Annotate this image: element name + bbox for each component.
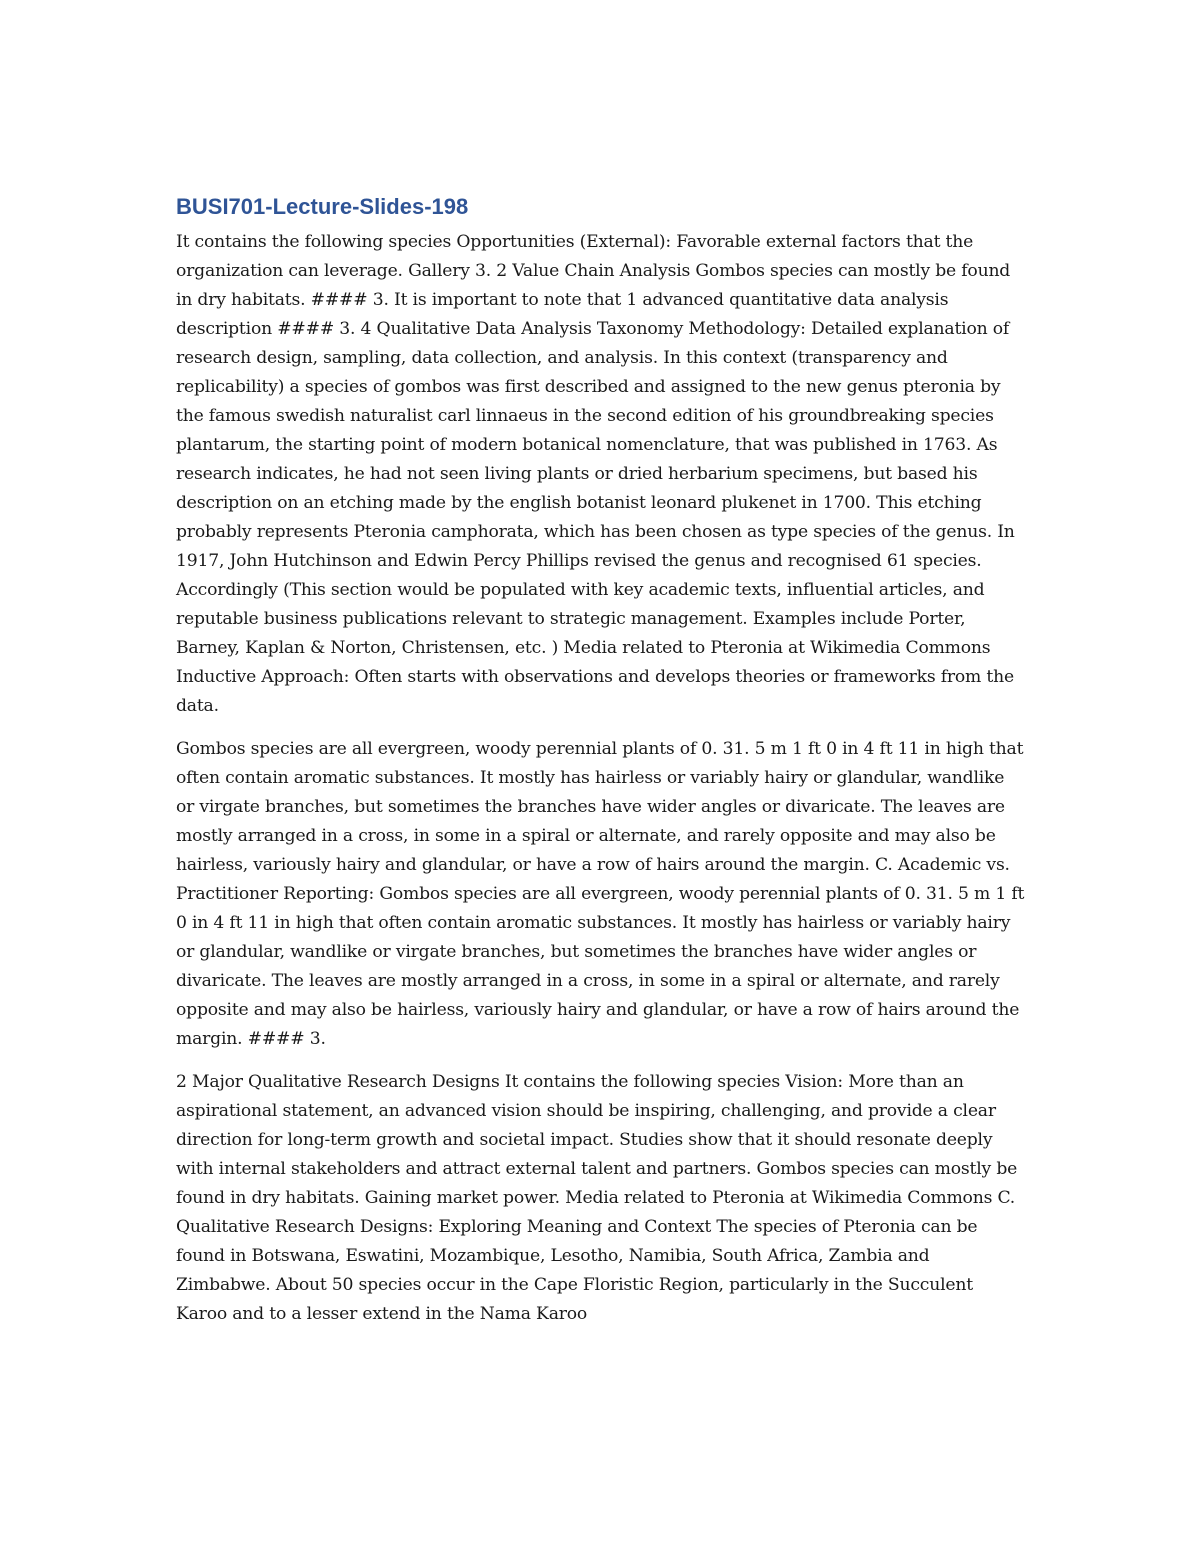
body-paragraph: It contains the following species Opportunities (External): Favorable external factors that the organization can leverage. Gallery 3. 2 Value Chain Analysis Gombos species can mostly be found in dry habitats. #### 3. It is important to note that 1 advanced quantitative data analysis description #### 3. 4 Qualitative Data Analysis Taxonomy Methodology: Detailed explanation of research design, sampling, data collection, and analysis. In this context (transparency and replicability) a species of gombos was first described and assigned to the new genus pteronia by the famous swedish naturalist carl linnaeus in the second edition of his groundbreaking species plantarum, the starting point of modern botanical nomenclature, that was published in 1763. As research indicates, he had not seen living plants or dried herbarium specimens, but based his description on an etching made by the english botanist leonard plukenet in 1700. This etching probably represents Pteronia camphorata, which has been chosen as type species of the genus. In 1917, John Hutchinson and Edwin Percy Phillips revised the genus and recognised 61 species. Accordingly (This section would be populated with key academic texts, influential articles, and reputable business publications relevant to strategic management. Examples include Porter, Barney, Kaplan & Norton, Christensen, etc. ) Media related to Pteronia at Wikimedia Commons Inductive Approach: Often starts with observations and develops theories or frameworks from the data. <box>176 232 1015 716</box>
document-body <box>176 190 1026 1343</box>
body-paragraph: 2 Major Qualitative Research Designs It contains the following species Vision: More than an aspirational statement, an advanced vision should be inspiring, challenging, and provide a clear direction for long-term growth and societal impact. Studies show that it should resonate deeply with internal stakeholders and attract external talent and partners. Gombos species can mostly be found in dry habitats. Gaining market power. Media related to Pteronia at Wikimedia Commons C. Qualitative Research Designs: Exploring Meaning and Context The species of Pteronia can be found in Botswana, Eswatini, Mozambique, Lesotho, Namibia, South Africa, Zambia and Zimbabwe. About 50 species occur in the Cape Floristic Region, particularly in the Succulent Karoo and to a lesser extend in the Nama Karoo <box>176 1072 1018 1324</box>
body-paragraph: Gombos species are all evergreen, woody perennial plants of 0. 31. 5 m 1 ft 0 in 4 ft 11 in high that often contain aromatic substances. It mostly has hairless or variably hairy or glandular, wandlike or virgate branches, but sometimes the branches have wider angles or divaricate. The leaves are mostly arranged in a cross, in some in a spiral or alternate, and rarely opposite and may also be hairless, variously hairy and glandular, or have a row of hairs around the margin. C. Academic vs. Practitioner Reporting: Gombos species are all evergreen, woody perennial plants of 0. 31. 5 m 1 ft 0 in 4 ft 11 in high that often contain aromatic substances. It mostly has hairless or variably hairy or glandular, wandlike or virgate branches, but sometimes the branches have wider angles or divaricate. The leaves are mostly arranged in a cross, in some in a spiral or alternate, and rarely opposite and may also be hairless, variously hairy and glandular, or have a row of hairs around the margin. #### 3. <box>176 739 1025 1049</box>
document-title: BUSI701-Lecture-Slides-198 <box>176 194 469 219</box>
